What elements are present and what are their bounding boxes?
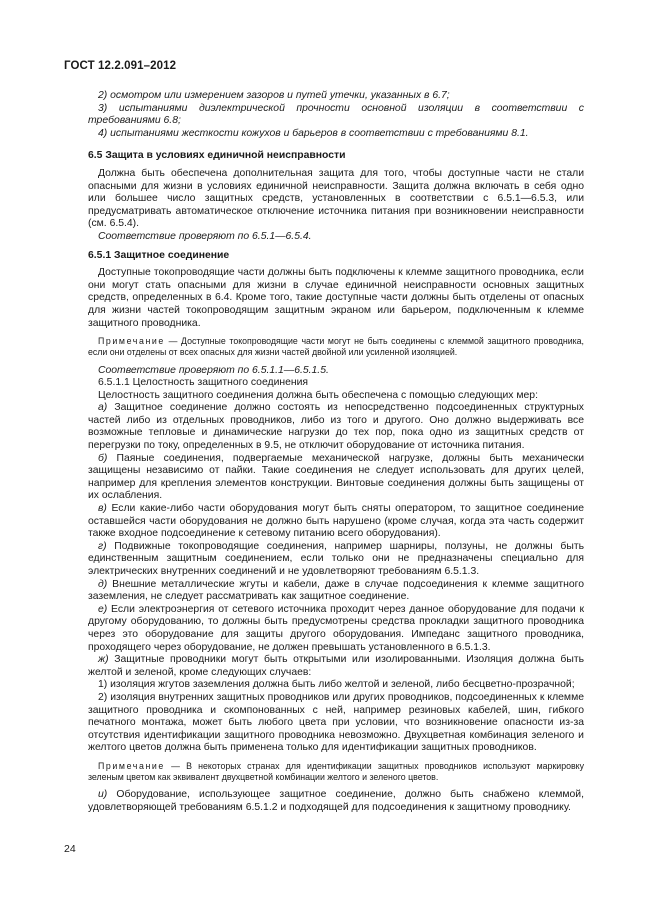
item-letter: б) xyxy=(98,452,108,464)
item-v xyxy=(88,503,584,541)
section-6-5-1-paragraph: Доступные токопроводящие части должны быть подключены к клемме защитного проводника, если они могут стать опасными для жизни в случае единичной неисправности основных защитных средств, определенных в 6.4. Кроме того, такие доступные части должны быть отделены от опасных для жизни частей токопроводящим защитным экраном или барьером, подключенным к клемме защитного проводника. xyxy=(88,267,584,329)
note-label: Примечание xyxy=(98,336,165,347)
item-text: Защитное соединение должно состоять из непосредственно подсоединенных структурных частей либо из отдельных проводников, либо из того и другого. Оно должно выдерживать все возможные тепловые и динамические нагрузки до тех пор, пока одно из защитных средств от перегрузки по току, определенных в 9.5, не отключит оборудование от источника питания. xyxy=(88,402,584,452)
item-text: Защитные проводники могут быть открытыми или изолированными. Изоляция должна быть желтой и зеленой, кроме следующих случаев: xyxy=(88,654,584,678)
standard-designation: ГОСТ 12.2.091–2012 xyxy=(64,60,177,72)
item-zh xyxy=(88,654,584,679)
note-2 xyxy=(88,761,584,783)
item-text: Оборудование, использующее защитное соединение, должно быть снабжено клеммой, удовлетворяющей требованиям 6.5.1.2 и подходящей для подсоединения к защитному проводнику. xyxy=(88,789,584,813)
item-text: Внешние металлические жгуты и кабели, даже в случае подсоединения к клемме защитного заземления, не следует рассматривать как защитное соединение. xyxy=(88,578,584,603)
item-e xyxy=(88,604,584,654)
subsection-6-5-1-1: 6.5.1.1 Целостность защитного соединения xyxy=(98,377,309,389)
item-b xyxy=(88,453,584,503)
note-text: — Доступные токопроводящие части могут не быть соединены с клеммой защитного проводника, если они отделены от всех опасных для жизни частей двойной или усиленной изоляцией. xyxy=(88,336,584,358)
item-letter: д) xyxy=(98,578,108,590)
list-item-2: 2) осмотром или измерением зазоров и путей утечки, указанных в 6.7; xyxy=(98,90,450,101)
page-body xyxy=(88,90,584,815)
item-zh-sub-2: 2) изоляция внутренних защитных проводников или других проводников, подсоединенных к клемме защитного проводника и скомпонованных с ней, например резиновых кабелей, шин, гибкого печатного монтажа, может быть любого цвета при условии, что возникновение опасности из-за отсутствия идентификации защитного проводника невозможно. Двухцветная комбинация зеленого и желтого цветов должна быть применена только для идентификации защитных проводников. xyxy=(88,691,584,754)
item-d xyxy=(88,579,584,604)
item-text: Паяные соединения, подвергаемые механической нагрузке, должны быть механически защищены независимо от пайки. Такие соединения не следует использовать для других целей, например для крепления элементов конструкции. Винтовые соединения должны быть защищены от их ослабления. xyxy=(88,452,584,502)
note-text: — В некоторых странах для идентификации защитных проводников используют маркировку зеленым цветом как эквивалент двухцветной комбинации желтого и зеленого цветов. xyxy=(88,760,584,783)
item-letter: г) xyxy=(98,540,107,552)
note-1 xyxy=(88,336,584,358)
list-item-3: 3) испытаниями диэлектрической прочности основной изоляции в соответствии с требованиями 6.8; xyxy=(88,102,584,127)
item-text: Подвижные токопроводящие соединения, например шарниры, ползуны, не должны быть единственным защитным соединением, если только они не предназначены специально для электрических внутренних соединений и не удовлетворяют требованиям 6.5.1.3. xyxy=(88,540,584,577)
section-6-5-paragraph: Должна быть обеспечена дополнительная защита для того, чтобы доступные части не стали опасными для жизни в условиях единичной неисправности. Защита должна включать в себя одно или большее число защитных средств, установленных в соответствии с 6.5.1—6.5.3, или предусматривать автоматическое отключение источника питания при возникновении неисправности (см. 6.5.4). xyxy=(88,167,584,230)
item-zh-sub-1: 1) изоляция жгутов заземления должна быть либо желтой и зеленой, либо бесцветно-прозрачной; xyxy=(98,679,575,691)
item-letter: и) xyxy=(98,789,108,801)
section-6-5-compliance: Соответствие проверяют по 6.5.1—6.5.4. xyxy=(98,230,312,242)
item-letter: в) xyxy=(98,503,107,515)
item-letter: ж) xyxy=(98,654,109,666)
item-a xyxy=(88,402,584,452)
list-item-4: 4) испытаниями жесткости кожухов и барьеров в соответствии с требованиями 8.1. xyxy=(98,127,529,139)
item-i xyxy=(88,789,584,814)
item-letter: а) xyxy=(98,402,108,414)
item-letter: е) xyxy=(98,603,108,615)
item-g xyxy=(88,541,584,579)
note-label: Примечание xyxy=(98,760,165,771)
section-heading-6-5-1: 6.5.1 Защитное соединение xyxy=(88,249,230,261)
subsection-intro: Целостность защитного соединения должна быть обеспечена с помощью следующих мер: xyxy=(98,389,538,401)
page-number: 24 xyxy=(64,843,76,855)
item-text: Если электроэнергия от сетевого источника проходит через данное оборудование для подачи к другому оборудованию, то должны быть предусмотрены средства прокладки защитного проводника через это оборудование для защиты другого оборудования. Импеданс защитного проводника, проходящего через оборудование, не должен превышать установленного в 6.5.1.3. xyxy=(88,603,584,653)
item-text: Если какие-либо части оборудования могут быть сняты оператором, то защитное соединение оставшейся части оборудования не должно быть нарушено (кроме случая, когда эта часть содержит также входное подсоединение к сетевому питанию всего оборудования). xyxy=(88,503,584,540)
section-6-5-1-compliance: Соответствие проверяют по 6.5.1.1—6.5.1.5. xyxy=(98,364,329,376)
section-heading-6-5: 6.5 Защита в условиях единичной неисправности xyxy=(88,150,346,162)
